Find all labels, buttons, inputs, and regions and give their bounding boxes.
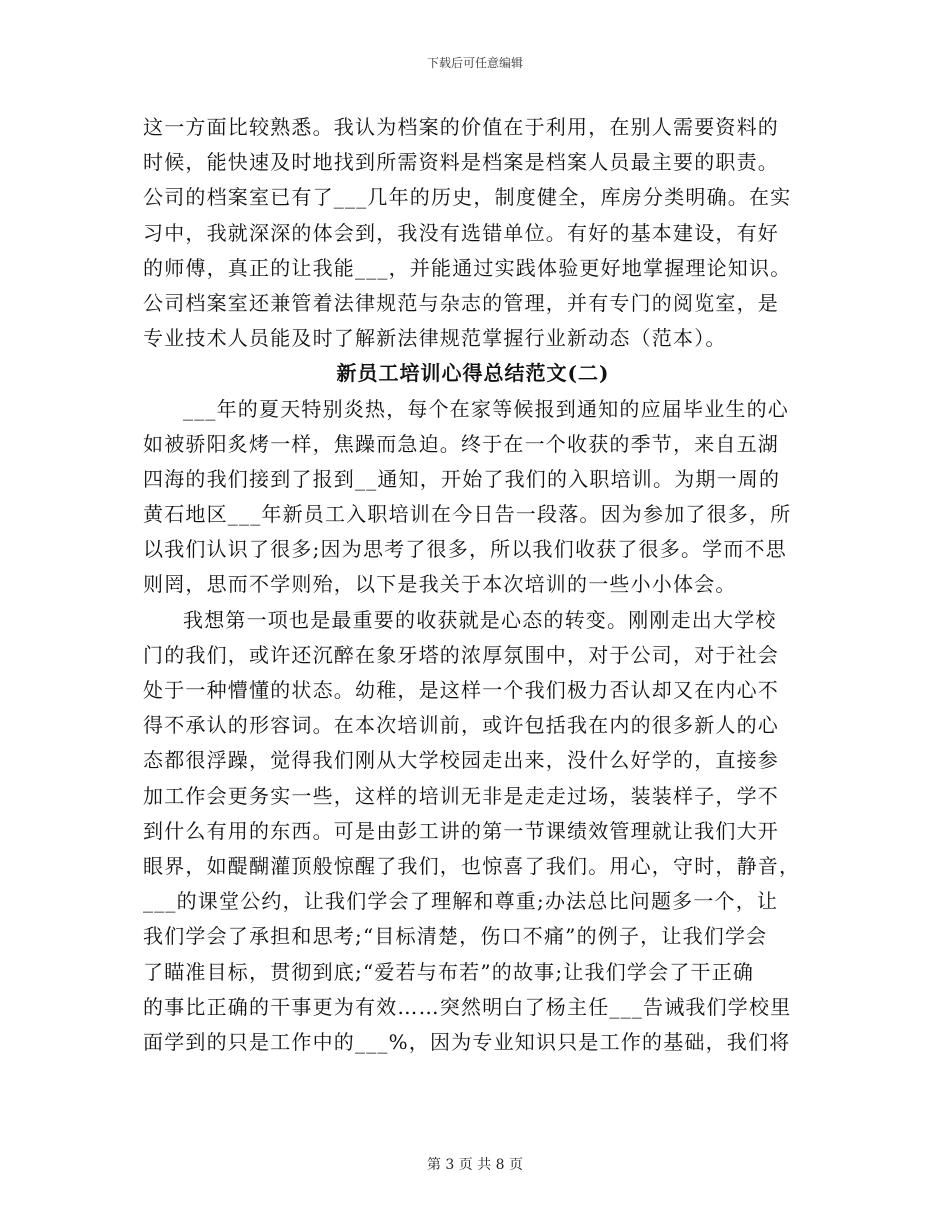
text-line: 态都很浮躁，觉得我们刚从大学校园走出来，没什么好学的，直接参 bbox=[143, 748, 779, 773]
text-line: 公司档案室还兼管着法律规范与杂志的管理，并有专门的阅览室，是 bbox=[143, 290, 779, 315]
page-footer: 第 3 页 共 8 页 bbox=[426, 1157, 524, 1173]
text-line: 习中，我就深深的体会到，我没有选错单位。有好的基本建设，有好 bbox=[143, 220, 779, 245]
paragraph-top bbox=[143, 110, 803, 356]
paragraph-1 bbox=[143, 392, 803, 603]
text-line: 四海的我们接到了报到__通知，开始了我们的入职培训。为期一周的 bbox=[143, 466, 781, 491]
document-body bbox=[143, 110, 803, 1060]
section-title: 新员工培训心得总结范文(二) bbox=[336, 361, 610, 386]
text-line: 加工作会更务实一些，这样的培训无非是走走过场，装装样子，学不 bbox=[143, 783, 779, 808]
page-header: 下载后可任意编辑 bbox=[426, 56, 523, 70]
text-line: 如被骄阳炙烤一样，焦躁而急迫。终于在一个收获的季节，来自五湖 bbox=[143, 431, 779, 456]
text-line: 面学到的只是工作中的___%，因为专业知识只是工作的基础，我们将 bbox=[143, 1029, 791, 1054]
text-line: 专业技术人员能及时了解新法律规范掌握行业新动态（范本）。 bbox=[143, 326, 727, 351]
text-line: 得不承认的形容词。在本次培训前，或许包括我在内的很多新人的心 bbox=[143, 713, 779, 738]
text-line: 时候，能快速及时地找到所需资料是档案是档案人员最主要的职责。 bbox=[143, 150, 779, 175]
text-line: 我们学会了承担和思考;“目标清楚，伤口不痛”的例子，让我们学会 bbox=[143, 924, 768, 949]
text-line: 了瞄准目标，贯彻到底;“爱若与布若”的故事;让我们学会了干正确 bbox=[143, 959, 755, 984]
text-line: 这一方面比较熟悉。我认为档案的价值在于利用，在别人需要资料的 bbox=[143, 115, 779, 139]
text-line: 以我们认识了很多;因为思考了很多，所以我们收获了很多。学而不思 bbox=[143, 537, 787, 562]
text-line: ___的课堂公约，让我们学会了理解和尊重;办法总比问题多一个，让 bbox=[143, 889, 779, 914]
text-line: 则罔，思而不学则殆，以下是我关于本次培训的一些小小体会。 bbox=[143, 572, 737, 597]
text-line: 的事比正确的干事更为有效……突然明白了杨主任___告诫我们学校里 bbox=[143, 994, 792, 1019]
text-line: 我想第一项也是最重要的收获就是心态的转变。刚刚走出大学校 bbox=[183, 607, 777, 632]
text-line: 眼界，如醍醐灌顶般惊醒了我们，也惊喜了我们。用心，守时，静音， bbox=[143, 853, 801, 878]
text-line: 处于一种懵懂的状态。幼稚，是这样一个我们极力否认却又在内心不 bbox=[143, 678, 779, 702]
text-line: ___年的夏天特别炎热，每个在家等候报到通知的应届毕业生的心 bbox=[183, 396, 789, 421]
text-line: 门的我们，或许还沉醉在象牙塔的浓厚氛围中，对于公司，对于社会 bbox=[143, 642, 779, 667]
text-line: 黄石地区___年新员工入职培训在今日告一段落。因为参加了很多，所 bbox=[143, 502, 792, 527]
paragraph-2 bbox=[143, 603, 803, 1060]
text-line: 的师傅，真正的让我能___，并能通过实践体验更好地掌握理论知识。 bbox=[143, 255, 792, 280]
text-line: 公司的档案室已有了___几年的历史，制度健全，库房分类明确。在实 bbox=[143, 185, 792, 210]
text-line: 到什么有用的东西。可是由彭工讲的第一节课绩效管理就让我们大开 bbox=[143, 818, 779, 843]
